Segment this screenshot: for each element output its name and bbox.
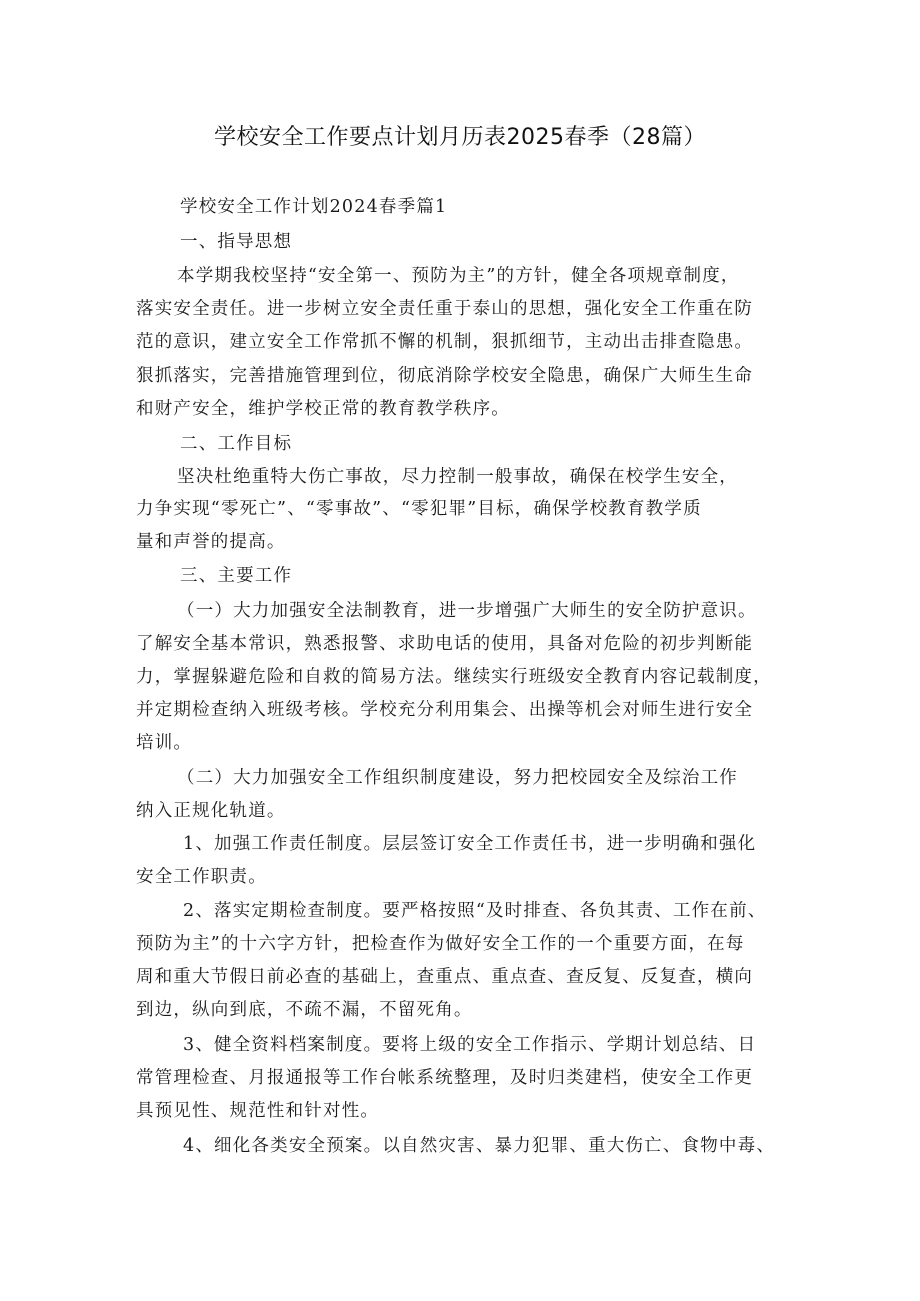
paragraph-line: 4、细化各类安全预案。以自然灾害、暴力犯罪、重大伤亡、食物中毒、 bbox=[183, 1136, 776, 1156]
paragraph-line: 具预见性、规范性和针对性。 bbox=[136, 1101, 380, 1121]
paragraph-line: （二）大力加强安全工作组织制度建设，努力把校园安全及综治工作 bbox=[177, 768, 738, 788]
paragraph-line: 1、加强工作责任制度。层层签订安全工作责任书，进一步明确和强化 bbox=[183, 834, 757, 854]
paragraph-line: 落实安全责任。进一步树立安全责任重于泰山的思想，强化安全工作重在防 bbox=[136, 299, 754, 319]
paragraph-line: 3、健全资料档案制度。要将上级的安全工作指示、学期计划总结、日 bbox=[183, 1035, 757, 1055]
heading-guiding-thought: 一、指导思想 bbox=[180, 232, 293, 252]
paragraph-line: 力争实现“零死亡”、“零事故”、“零犯罪”目标，确保学校教育教学质 bbox=[136, 499, 702, 519]
paragraph-line: 周和重大节假日前必查的基础上，查重点、重点查、查反复、反复查，横向 bbox=[136, 967, 754, 987]
paragraph-line: 力，掌握躲避危险和自救的简易方法。继续实行班级安全教育内容记载制度， bbox=[136, 667, 772, 687]
heading-work-goals: 二、工作目标 bbox=[180, 434, 293, 454]
paragraph-line: 培训。 bbox=[136, 733, 193, 753]
paragraph-line: 纳入正规化轨道。 bbox=[136, 801, 286, 821]
paragraph-line: 了解安全基本常识，熟悉报警、求助电话的使用，具备对危险的初步判断能 bbox=[136, 634, 754, 654]
paragraph-line: 到边，纵向到底，不疏不漏，不留死角。 bbox=[136, 1000, 473, 1020]
paragraph-line: 安全工作职责。 bbox=[136, 867, 267, 887]
paragraph-line: （一）大力加强安全法制教育，进一步增强广大师生的安全防护意识。 bbox=[177, 601, 757, 621]
section-heading-plan: 学校安全工作计划2024春季篇1 bbox=[180, 197, 448, 217]
paragraph-line: 常管理检查、月报通报等工作台帐系统整理，及时归类建档，使安全工作更 bbox=[136, 1068, 754, 1088]
document-title: 学校安全工作要点计划月历表2025春季（28篇） bbox=[214, 125, 706, 150]
paragraph-line: 范的意识，建立安全工作常抓不懈的机制，狠抓细节，主动出击排查隐患。 bbox=[136, 332, 754, 352]
paragraph-line: 预防为主”的十六字方针，把检查作为做好安全工作的一个重要方面，在每 bbox=[136, 934, 745, 954]
paragraph-line: 量和声誉的提高。 bbox=[136, 532, 286, 552]
paragraph-line: 2、落实定期检查制度。要严格按照“及时排查、各负其责、工作在前、 bbox=[183, 901, 767, 921]
paragraph-line: 和财产安全，维护学校正常的教育教学秩序。 bbox=[136, 399, 510, 419]
paragraph-line: 狠抓落实，完善措施管理到位，彻底消除学校安全隐患，确保广大师生生命 bbox=[136, 366, 754, 386]
heading-main-work: 三、主要工作 bbox=[180, 566, 293, 586]
paragraph-line: 本学期我校坚持“安全第一、预防为主”的方针，健全各项规章制度， bbox=[177, 266, 740, 286]
paragraph-line: 并定期检查纳入班级考核。学校充分利用集会、出操等机会对师生进行安全 bbox=[136, 700, 754, 720]
paragraph-line: 坚决杜绝重特大伤亡事故，尽力控制一般事故，确保在校学生安全， bbox=[177, 467, 738, 487]
